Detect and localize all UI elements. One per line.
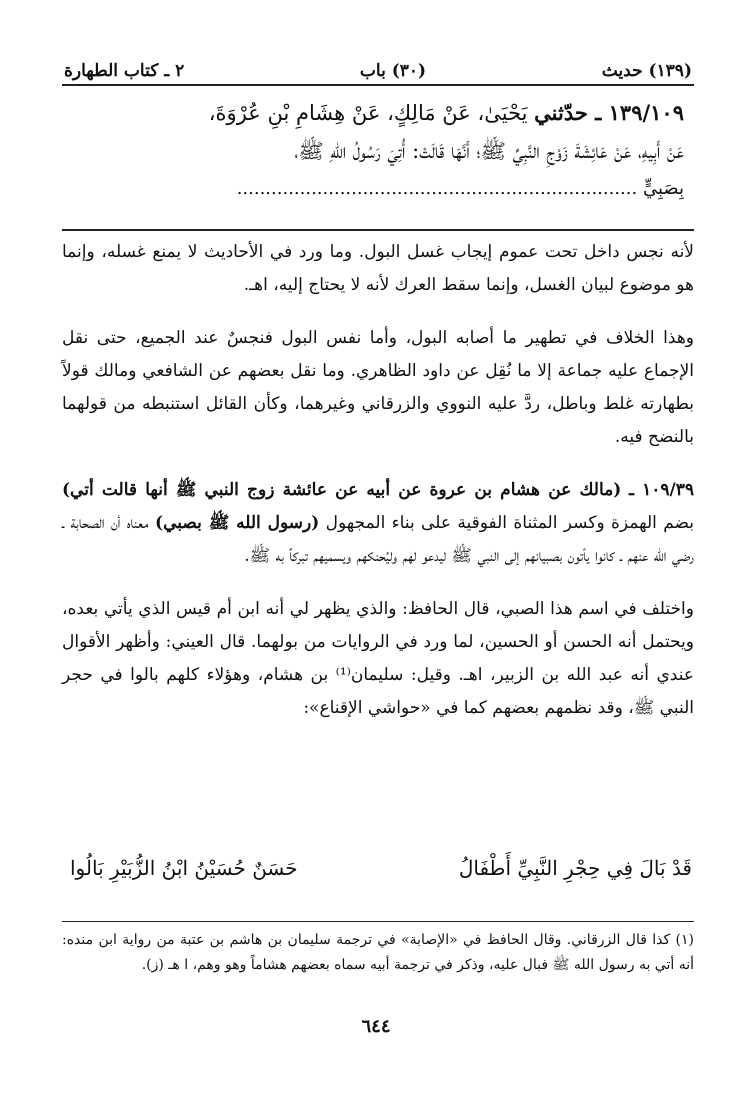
footnote-1: (١) كذا قال الزرقاني. وقال الحافظ في «الإصابة» في ترجمة سليمان بن هاشم بن عتبة من رواية ابن منده: أنه أتي به رسول الله ﷺ فبال عليه، وذكر في ترجمة أبيه سماه بعضهم هشاماً وهو وهم، ا هـ (ز). bbox=[62, 932, 694, 973]
footnotes bbox=[62, 928, 694, 978]
hadith-count: (١٣٩) حديث bbox=[601, 61, 692, 81]
commentary-paragraph-3 bbox=[62, 474, 694, 573]
commentary bbox=[62, 236, 694, 745]
header-divider bbox=[62, 84, 694, 86]
hadith-line-3: بِصَبِيٍّ ...................................................................... bbox=[236, 178, 684, 199]
text-box-divider bbox=[62, 229, 694, 231]
chapter-label: (٣٠) باب bbox=[359, 61, 427, 81]
commentary-quote-2: (رسول الله ﷺ بصبي) bbox=[155, 513, 320, 533]
poem-hemistich-2: حَسَنٌ حُسَيْنُ ابْنُ الزُّبَيْرِ بَالُوا bbox=[70, 856, 298, 880]
commentary-paragraph-4: واختلف في اسم هذا الصبي، قال الحافظ: والذي يظهر لي أنه ابن أم قيس الذي يأتي بعده، ويحتمل أنه الحسن أو الحسين، لما ورد في الروايات من بولهما. قال العيني: وأظهر الأقوال عندي أنه عبد الله بن الزبير، اهـ. وقيل: سليمان⁽¹⁾ بن هشام، وهؤلاء كلهم بالوا في حجر النبي ﷺ، وقد نظمهم بعضهم كما في «حواشي الإقناع»: bbox=[62, 599, 694, 718]
running-header bbox=[64, 58, 692, 84]
poem-hemistich-1: قَدْ بَالَ فِي حِجْرِ النَّبِيِّ أَطْفَالُ bbox=[458, 856, 692, 880]
footnote-divider bbox=[62, 921, 694, 922]
book-title: ٢ ـ كتاب الطهارة bbox=[64, 61, 185, 81]
commentary-hadith-number: ١٠٩/٣٩ ـ bbox=[628, 480, 694, 500]
hadith-number: ١٣٩/١٠٩ ـ حدّثني bbox=[534, 100, 684, 125]
commentary-quote-1: (مالك عن هشام بن عروة عن أبيه عن عائشة زوج النبي ﷺ أنها قالت أتي) bbox=[62, 480, 622, 500]
hadith-line-1-text: يَحْيَىٰ، عَنْ مَالِكٍ، عَنْ هِشَامِ بْنِ عُرْوَةَ، bbox=[208, 101, 528, 125]
poem-verse bbox=[70, 848, 692, 888]
hadith-line-2: عَنْ أَبِيهِ، عَنْ عَائِشَةَ زَوْجِ النَّبِيِّ ﷺ؛ أَنَّهَا قَالَتْ: أُتِيَ رَسُولُ اللّهِ ﷺ، bbox=[294, 139, 684, 163]
hadith-line-1 bbox=[72, 94, 684, 132]
page-number: ٦٤٤ bbox=[361, 1016, 391, 1037]
commentary-text-2: معناه أن الصحابة ـ رضي الله عنهم ـ كانوا يأتون بصبيانهم إلى النبي ﷺ ليدعو لهم وليُحنكهم ويسميهم تبركاً به ﷺ. bbox=[62, 513, 694, 566]
commentary-text-1: بضم الهمزة وكسر المثناة الفوقية على بناء المجهول bbox=[325, 513, 695, 533]
commentary-paragraph-1: لأنه نجس داخل تحت عموم إيجاب غسل البول. وما ورد في الأحاديث لا يمنع غسله، وإنما هو موضوع لبيان الغسل، وإنما سقط العرك لأنه لا يحتاج إليه، اهـ. bbox=[62, 242, 694, 295]
hadith-text-box bbox=[62, 94, 694, 218]
commentary-paragraph-2: وهذا الخلاف في تطهير ما أصابه البول، وأما نفس البول فنجسٌ عند الجميع، حتى نقل الإجماع عليه جماعة إلا ما نُقِل عن داود الظاهري. وما نقل بعضهم عن الشافعي ومالك قولاً بطهارته غلط وباطل، ردَّ عليه النووي والزرقاني وغيرهما، وكأن القائل استنبطه من قولهما بالنضح فيه. bbox=[62, 328, 694, 447]
